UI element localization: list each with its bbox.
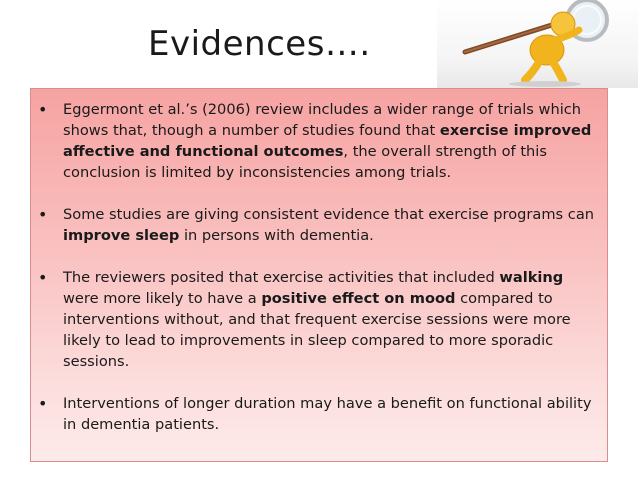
bullet-emphasis: walking	[499, 269, 564, 286]
bullet-text: , the overall strength of this conclusion is limited by inconsistencies among trials.	[63, 143, 547, 181]
bullet-dot-icon: •	[38, 100, 48, 119]
bullet-item	[31, 99, 607, 183]
bullet-item	[31, 393, 607, 435]
bullet-item	[31, 267, 607, 372]
bullet-text: Eggermont et al.’s (2006) review includes a wider range of trials which shows that, though a number of studies found that	[63, 101, 582, 139]
bullet-emphasis: improve sleep	[63, 227, 180, 244]
bullet-item	[31, 204, 607, 246]
bullet-text: Some studies are giving consistent evidence that exercise programs can	[63, 206, 595, 223]
bullet-dot-icon: •	[38, 268, 48, 287]
bullet-emphasis: exercise improved affective and functional outcomes	[63, 122, 592, 160]
clipart-image	[437, 0, 638, 88]
bullet-list	[31, 99, 607, 456]
bullet-emphasis: positive effect on mood	[261, 290, 456, 307]
bullet-text: The reviewers posited that exercise activities that included	[63, 269, 500, 286]
bullet-text: compared to interventions without, and that frequent exercise sessions were more likely to lead to improvements in sleep compared to more sporadic sessions.	[63, 290, 571, 370]
bullet-text: in persons with dementia.	[179, 227, 374, 244]
magnifier-figure-icon	[437, 0, 638, 88]
bullet-text: Interventions of longer duration may have a benefit on functional ability in dementia patients.	[63, 395, 592, 433]
content-box	[30, 88, 608, 462]
page-title: Evidences….	[148, 24, 371, 64]
bullet-dot-icon: •	[38, 394, 48, 413]
bullet-text: were more likely to have a	[63, 290, 262, 307]
bullet-dot-icon: •	[38, 205, 48, 224]
